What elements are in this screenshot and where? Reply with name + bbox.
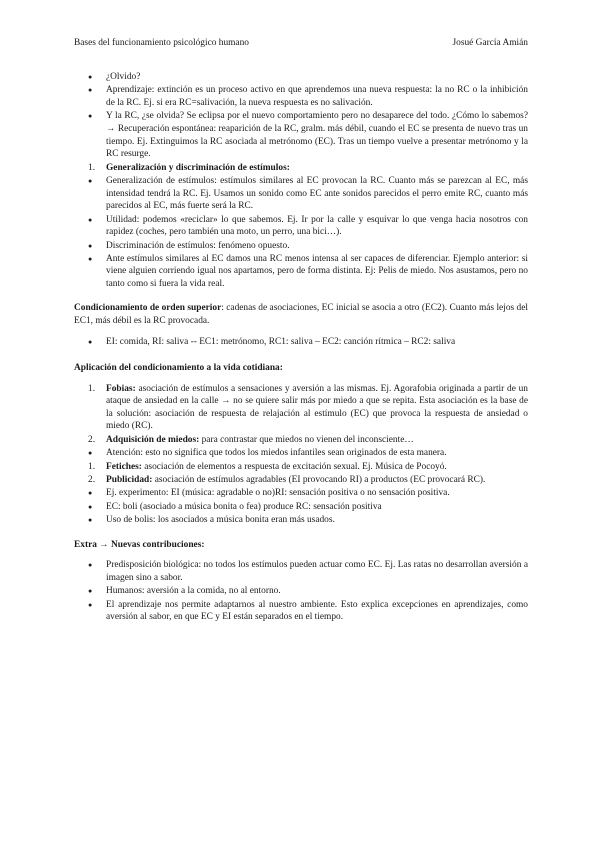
item-number: 1. [88,383,96,394]
application-list [74,383,528,527]
higher-order-list [74,336,528,349]
item-text: para contrastar que miedos no vienen del inconsciente… [199,434,414,445]
numbered-item-fetishes [74,461,528,474]
item-number: 2. [88,474,96,485]
item-label: Fobias: [106,383,136,394]
list-item: ● Ante estímulos similares al EC damos una RC menos intensa al ser capaces de diferenciar. Ejemplo anterior: si viene alguien corriendo igual nos apartamos, pero de forma distinta. Ej: Pelis de miedo. Nos asustamos, pero no tanto como si fuera la vida real. [74,253,528,291]
header-author: Josué García Amián [452,38,528,48]
list-item: ● Generalización de estímulos: estímulos similares al EC provocan la RC. Cuanto más se parezcan al EC, más intensidad tendrá la RC. Ej. Usamos un sonido como EC ante sonidos parecidos el perro emite RC, cuanto más parecidos al EC, más fuerte será la RC. [74,175,528,213]
item-number: 1. [88,461,96,472]
item-text: asociación de estímulos a sensaciones y aversión a las mismas. Ej. Agorafobia originada a partir de un ataque de ansiedad en la calle → no se quiere salir más por miedo a que se repita. Esta asociación es la base de la solución: asociación de respuesta de relajación al estímulo (EC) que provoca la respuesta de ansiedad o miedo (RC). [106,383,528,432]
list-item: ● El aprendizaje nos permite adaptarnos al nuestro ambiente. Esto explica excepciones en aprendizajes, como aversión al sabor, en que EC y EI están separados en el tiempo. [74,599,528,624]
list-item: ● Utilidad: podemos «reciclar» lo que sabemos. Ej. Ir por la calle y esquivar lo que venga hacia nosotros con rapidez (coches, pero también una moto, un perro, una bici…). [74,214,528,239]
item-text: asociación de elementos a respuesta de excitación sexual. Ej. Música de Pocoyó. [141,461,447,472]
extra-list [74,559,528,624]
item-label: Publicidad: [106,474,153,485]
numbered-item-fears [74,434,528,447]
higher-order-title: Condicionamiento de orden superior [74,303,222,314]
generalization-heading [74,162,528,175]
generalization-list [74,175,528,291]
numbered-item-advertising [74,474,528,487]
numbered-item-phobias [74,383,528,433]
higher-order-text: : cadenas de asociaciones, EC inicial se asocia a otro (EC2). Cuanto más lejos del EC1, más débil es la RC provocada. [74,303,528,327]
header-course-title: Bases del funcionamiento psicológico humano [74,38,249,48]
higher-order-paragraph [74,302,528,327]
list-item: ● EI: comida, RI: saliva -- EC1: metrónomo, RC1: saliva – EC2: canción rítmica – RC2: saliva [74,336,528,349]
list-item: ● Aprendizaje: extinción es un proceso activo en que aprendemos una nueva respuesta: la no RC o la inhibición de la RC. Ej. si era RC=salivación, la nueva respuesta es no salivación. [74,84,528,109]
extinction-list [74,71,528,161]
document-body [74,71,528,625]
list-item: ● Humanos: aversión a la comida, no al entorno. [74,585,528,598]
heading-number: 1. [88,162,96,173]
list-item: ● ¿Olvido? [74,71,528,84]
list-item: ● Uso de bolis: los asociados a música bonita eran más usados. [74,514,528,527]
list-item: ● EC: boli (asociado a música bonita o fea) produce RC: sensación positiva [74,501,528,514]
list-item: ● Atención: esto no significa que todos los miedos infantiles sean originados de esta manera. [74,447,528,460]
item-label: Fetiches: [106,461,142,472]
extra-heading: Extra → Nuevas contribuciones: [74,539,205,550]
page-header [74,38,528,48]
item-label: Adquisición de miedos: [106,434,200,445]
application-heading: Aplicación del condicionamiento a la vida cotidiana: [74,363,283,374]
item-text: asociación de estímulos agradables (EI provocando RI) a productos (EC provocará RC). [152,474,486,485]
list-item: ● Predisposición biológica: no todos los estímulos pueden actuar como EC. Ej. Las ratas no desarrollan aversión a imagen sino a sabor. [74,559,528,584]
list-item: ● Discriminación de estímulos: fenómeno opuesto. [74,240,528,253]
list-item: ● Ej. experimento: EI (música: agradable o no)RI: sensación positiva o no sensación positiva. [74,487,528,500]
heading-text: Generalización y discriminación de estímulos: [106,162,290,173]
item-number: 2. [88,434,96,445]
list-item: ● Y la RC, ¿se olvida? Se eclipsa por el nuevo comportamiento pero no desaparece del todo. ¿Cómo lo sabemos? → Recuperación espontánea: reaparición de la RC, gralm. más débil, cuando el EC se presenta de nuevo tras un tiempo. Ej. Extinguimos la RC asociada al metrónomo (EC). Tras un tiempo vuelve a presentar metrónomo y la RC resurge. [74,110,528,160]
